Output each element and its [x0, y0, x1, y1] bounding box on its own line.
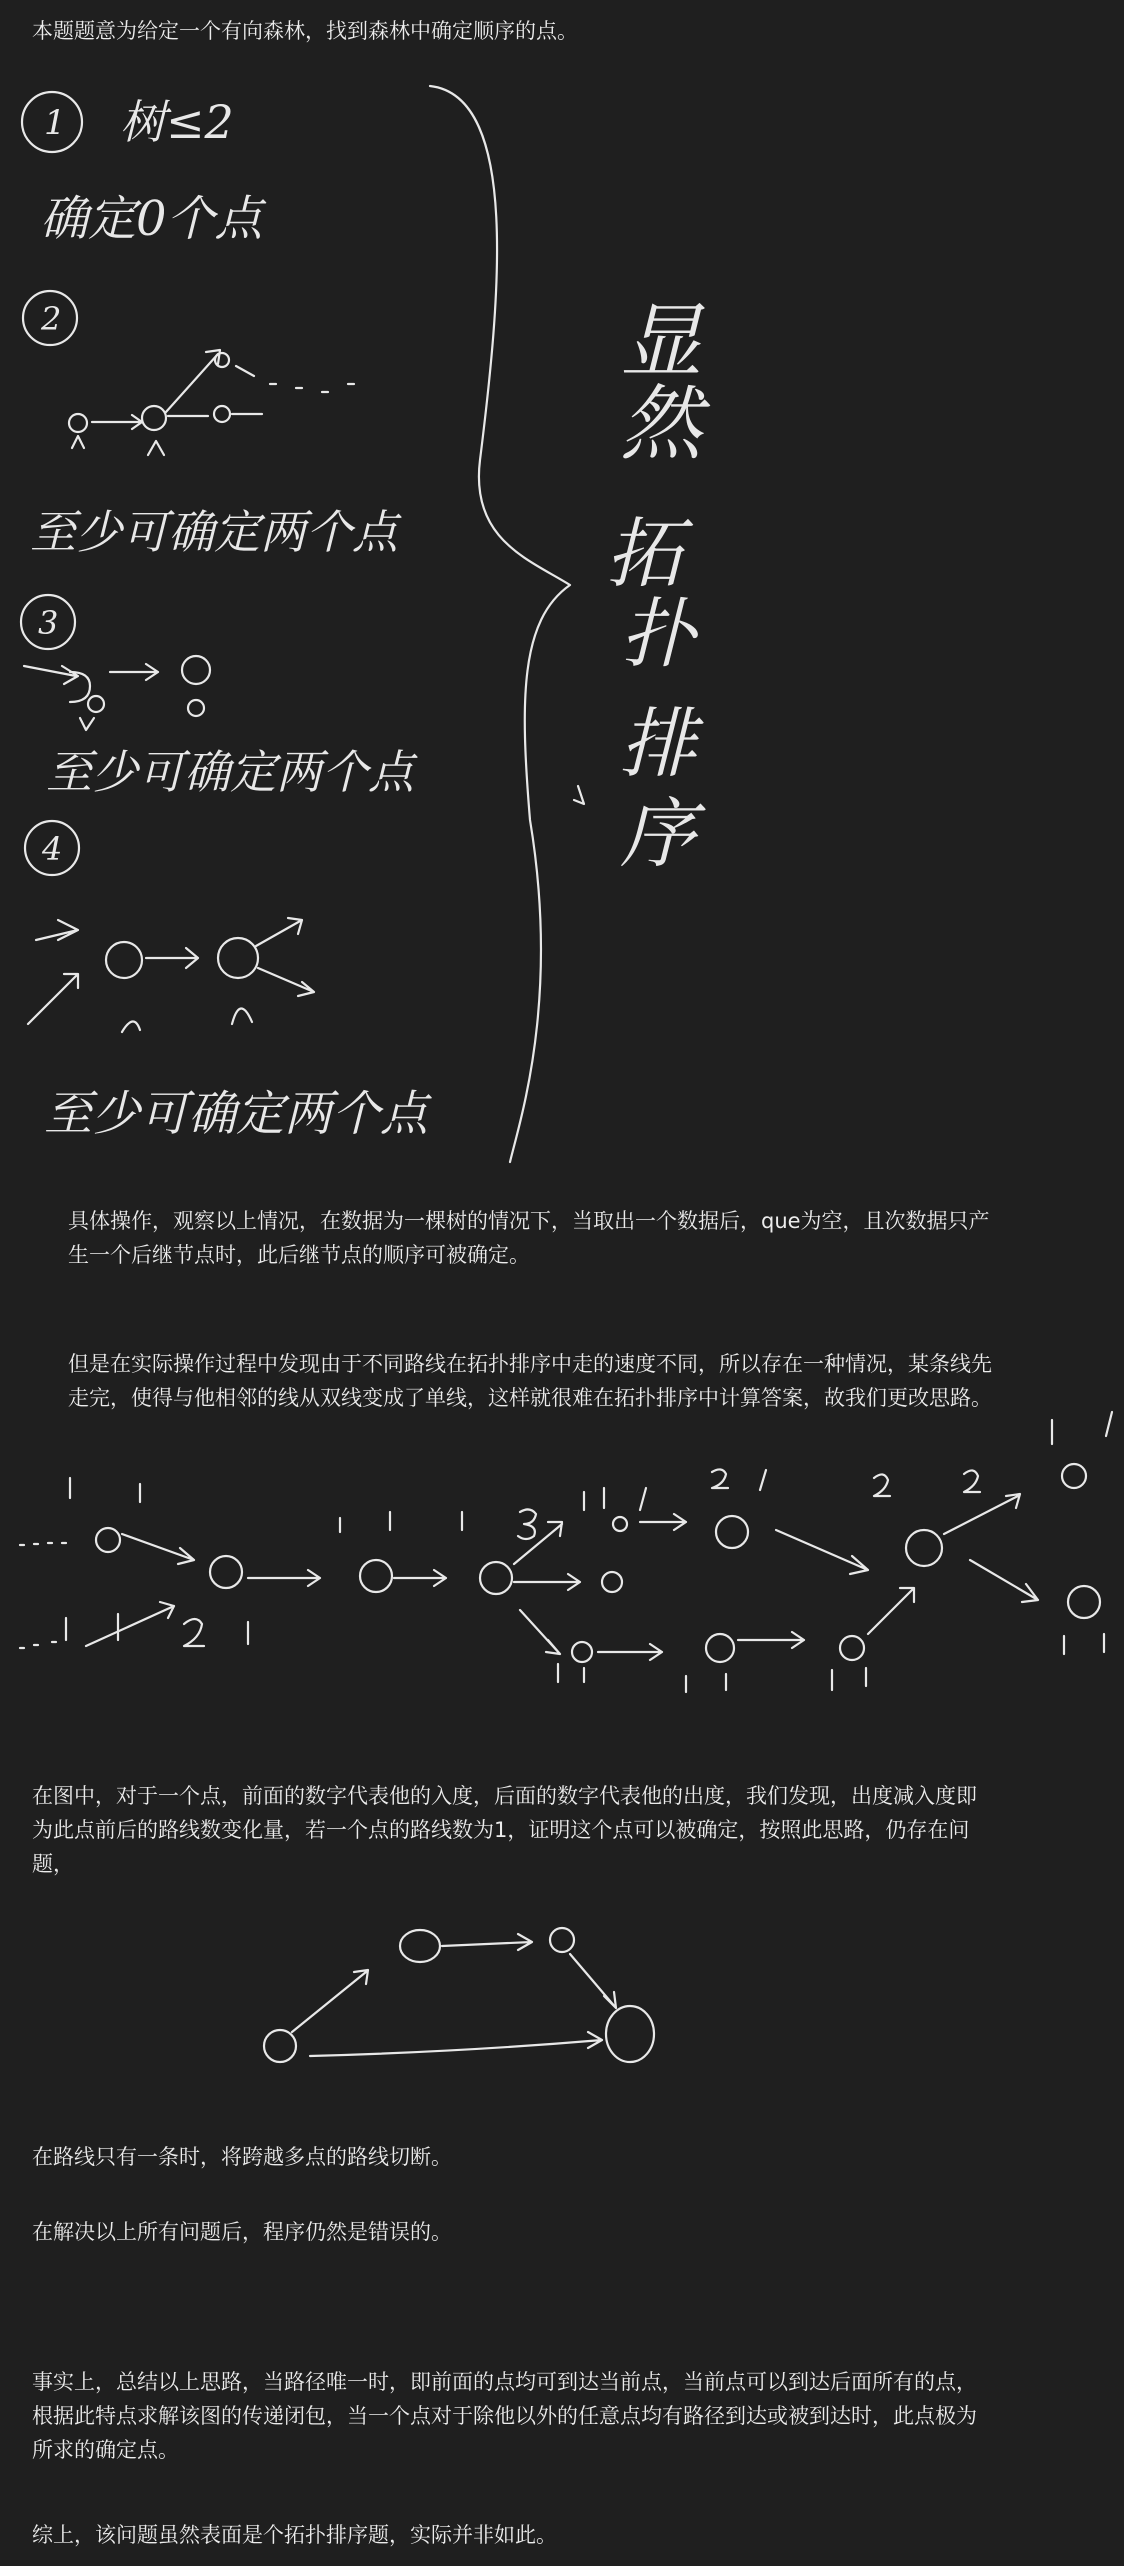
intro-text: 本题题意为给定一个有向森林，找到森林中确定顺序的点。	[32, 19, 578, 43]
case-3-number: 3	[38, 604, 59, 642]
paragraph-4: 在路线只有一条时，将跨越多点的路线切断。	[32, 2145, 452, 2169]
brace-note-3: 拓	[606, 509, 682, 598]
curly-brace	[430, 86, 570, 1162]
case-1-number: 1	[44, 103, 66, 143]
paragraph-6: 事实上，总结以上思路，当路径唯一时，即前面的点均可到达当前点，当前点可以到达后面所有的点，根据此特点求解该图的传递闭包，当一个点对于除他以外的任意点均有路径到达或被到达时，此点极为所求的确定点。	[32, 2370, 977, 2462]
brace-note-4: 扑	[620, 589, 696, 678]
case-4-number: 4	[42, 830, 63, 868]
paragraph-3: 在图中，对于一个点，前面的数字代表他的入度，后面的数字代表他的出度，我们发现，出度减入度即为此点前后的路线数变化量，若一个点的路线数为1，证明这个点可以被确定，按照此思路，仍存在问题，	[32, 1784, 977, 1876]
case-1-line-2: 确定0个点	[40, 191, 263, 247]
handwritten-triangle-sketch	[0, 1900, 1124, 2100]
case-2-caption: 至少可确定两个点	[30, 505, 398, 559]
brace-note-5: 排	[620, 699, 696, 788]
case-2-number: 2	[41, 300, 62, 338]
case-4-caption: 至少可确定两个点	[44, 1086, 429, 1142]
case-1-line-1: 树≤2	[120, 95, 234, 149]
paragraph-1: 具体操作，观察以上情况，在数据为一棵树的情况下，当取出一个数据后，que为空，且次数据只产生一个后继节点时，此后继节点的顺序可被确定。	[68, 1209, 990, 1267]
case-3-caption: 至少可确定两个点	[46, 745, 414, 799]
paragraph-7: 综上，该问题虽然表面是个拓扑排序题，实际并非如此。	[32, 2523, 557, 2547]
paragraph-5: 在解决以上所有问题后，程序仍然是错误的。	[32, 2220, 452, 2244]
brace-note-2: 然	[620, 377, 702, 472]
paragraph-2: 但是在实际操作过程中发现由于不同路线在拓扑排序中走的速度不同，所以存在一种情况，某条线先走完，使得与他相邻的线从双线变成了单线，这样就很难在拓扑排序中计算答案，故我们更改思路。	[68, 1352, 992, 1410]
brace-note-1: 显	[620, 295, 702, 390]
handwritten-cases-sketch	[0, 60, 1124, 1180]
brace-note-6: 序	[620, 789, 696, 878]
handwritten-degree-sketch	[0, 1410, 1124, 1710]
